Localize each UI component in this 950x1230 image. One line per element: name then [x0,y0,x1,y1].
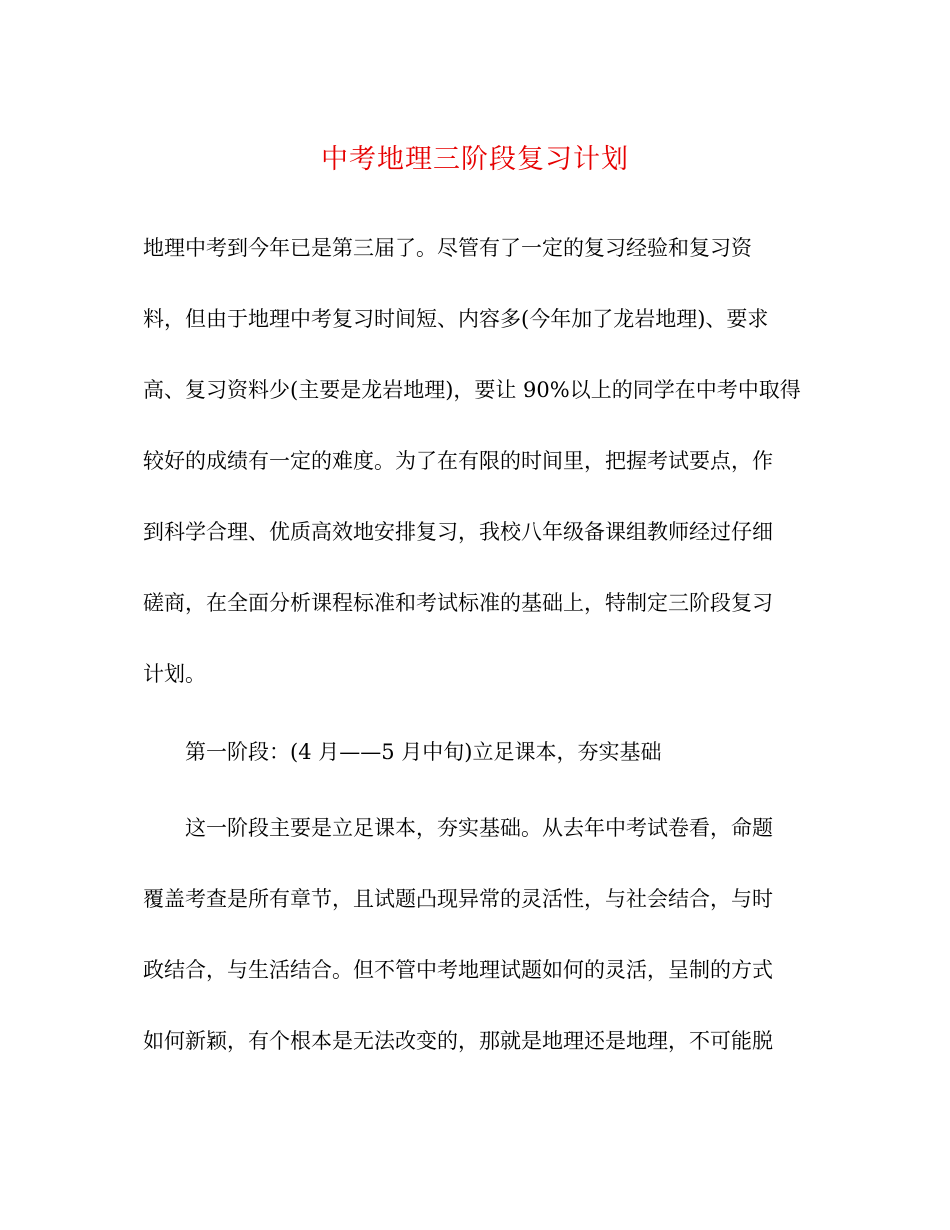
paragraph-line: 地理中考到今年已是第三届了。尽管有了一定的复习经验和复习资 [143,236,752,260]
paragraph-line: 料，但由于地理中考复习时间短、内容多(今年加了龙岩地理)、要求 [143,307,769,331]
paragraph-line: 计划。 [143,662,206,686]
paragraph-line: 磋商，在全面分析课程标准和考试标准的基础上，特制定三阶段复习 [143,591,773,615]
stage1-heading: 第一阶段：(4 月——5 月中旬)立足课本，夯实基础 [185,740,662,764]
paragraph-line: 如何新颖，有个根本是无法改变的，那就是地理还是地理，不可能脱 [143,1029,773,1053]
paragraph-line: 高、复习资料少(主要是龙岩地理)，要让 90%以上的同学在中考中取得 [143,378,801,402]
paragraph-line: 政结合，与生活结合。但不管中考地理试题如何的灵活，呈制的方式 [143,958,773,982]
paragraph-line: 较好的成绩有一定的难度。为了在有限的时间里，把握考试要点，作 [143,449,773,473]
paragraph-line: 到科学合理、优质高效地安排复习，我校八年级备课组教师经过仔细 [143,520,773,544]
paragraph-line: 覆盖考查是所有章节，且试题凸现异常的灵活性，与社会结合，与时 [143,887,773,911]
paragraph-line: 这一阶段主要是立足课本，夯实基础。从去年中考试卷看，命题 [185,816,773,840]
document-title: 中考地理三阶段复习计划 [321,144,629,175]
